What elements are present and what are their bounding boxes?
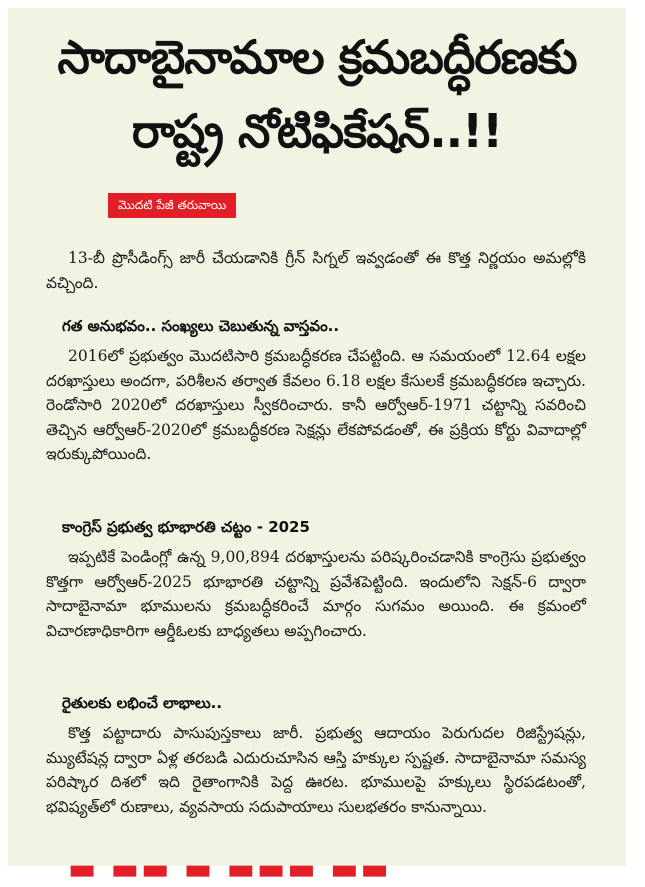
section-body-past-experience [46,344,586,467]
section-text: కొత్త పట్టాదారు పాసుపుస్తకాలు జారీ. ప్రభుత్వ ఆదాయం పెరుగుదల రిజిస్ట్రేషన్లు, మ్యుటేషన్ల ద్వారా ఏళ్ల తరబడి ఎదురుచూసిన ఆస్తి హక్కుల స్పష్టత. సాదాబైనామా సమస్య పరిష్కార దిశలో ఇది రైతాంగానికి పెద్ద ఊరట. భూములపై హక్కులు స్థిరపడటంతో, భవిష్యత్‌లో రుణాలు, వ్యవసాయ సదుపాయాలు సులభతరం కానున్నాయి. [46,724,586,816]
cut-off-red-headline: ▬ ▬▬ ▬ ▬▬▬ ▬▬ [68,852,391,887]
section-text: ఇప్పటికే పెండింగ్లో ఉన్న 9,00,894 దరఖాస్తులను పరిష్కరించడానికి కాంగ్రెసు ప్రభుత్వం కొత్తగా ఆర్వోఆర్-2025 భూభారతి చట్టాన్ని ప్రవేశపెట్టింది. ఇందులోని సెక్షన్-6 ద్వారా సాదాబైనామా భూములను క్రమబద్ధీకరించే మార్గం సుగమం అయింది. ఈ క్రమంలో విచారణాధికారిగా ఆర్డీఓలకు బాధ్యతలు అప్పగించారు. [46,548,586,640]
section-text: 2016లో ప్రభుత్వం మొదటిసారి క్రమబద్ధీకరణ చేపట్టింది. ఆ సమయంలో 12.64 లక్షల దరఖాస్తులు అందగా, పరిశీలన తర్వాత కేవలం 6.18 లక్షల కేసులకే క్రమబద్ధీకరణ ఇచ్చారు. రెండోసారి 2020లో దరఖాస్తులు స్వీకరించారు. కానీ ఆర్వోఆర్-1971 చట్టాన్ని సవరించి తెచ్చిన ఆర్వోఆర్-2020లో క్రమబద్ధీకరణ సెక్షన్లు లేకపోవడంతో, ఈ ప్రక్రియ కోర్టు వివాదాల్లో ఇరుక్కుపోయింది. [46,347,586,463]
section-body-bhubharathi-act [46,545,586,643]
headline-line-1: సాదాబైనామాల క్రమబద్ధీరణకు [57,30,577,84]
section-heading-bhubharathi-act: కాంగ్రెస్ ప్రభుత్వ భూభారతి చట్టం - 2025 [62,518,310,536]
intro-text: 13-బీ ప్రొసీడింగ్స్ జారీ చేయడానికి గ్రీన్ సిగ్నల్ ఇవ్వడంతో ఈ కొత్త నిర్ణయం అమల్లోకి వచ్చింది. [46,249,586,292]
headline-line-2: రాష్ట్ర నోటిఫికేషన్..!! [131,104,503,158]
section-heading-farmer-benefits: రైతులకు లభించే లాభాలు.. [62,694,223,712]
section-body-farmer-benefits [46,721,586,819]
continued-from-front-page-tag: మొదటి పేజీ తరువాయి [108,193,236,218]
section-heading-past-experience: గత అనుభవం.. సంఖ్యలు చెబుతున్న వాస్తవం.. [62,317,340,335]
newspaper-clipping [8,8,626,887]
intro-paragraph [46,246,586,295]
